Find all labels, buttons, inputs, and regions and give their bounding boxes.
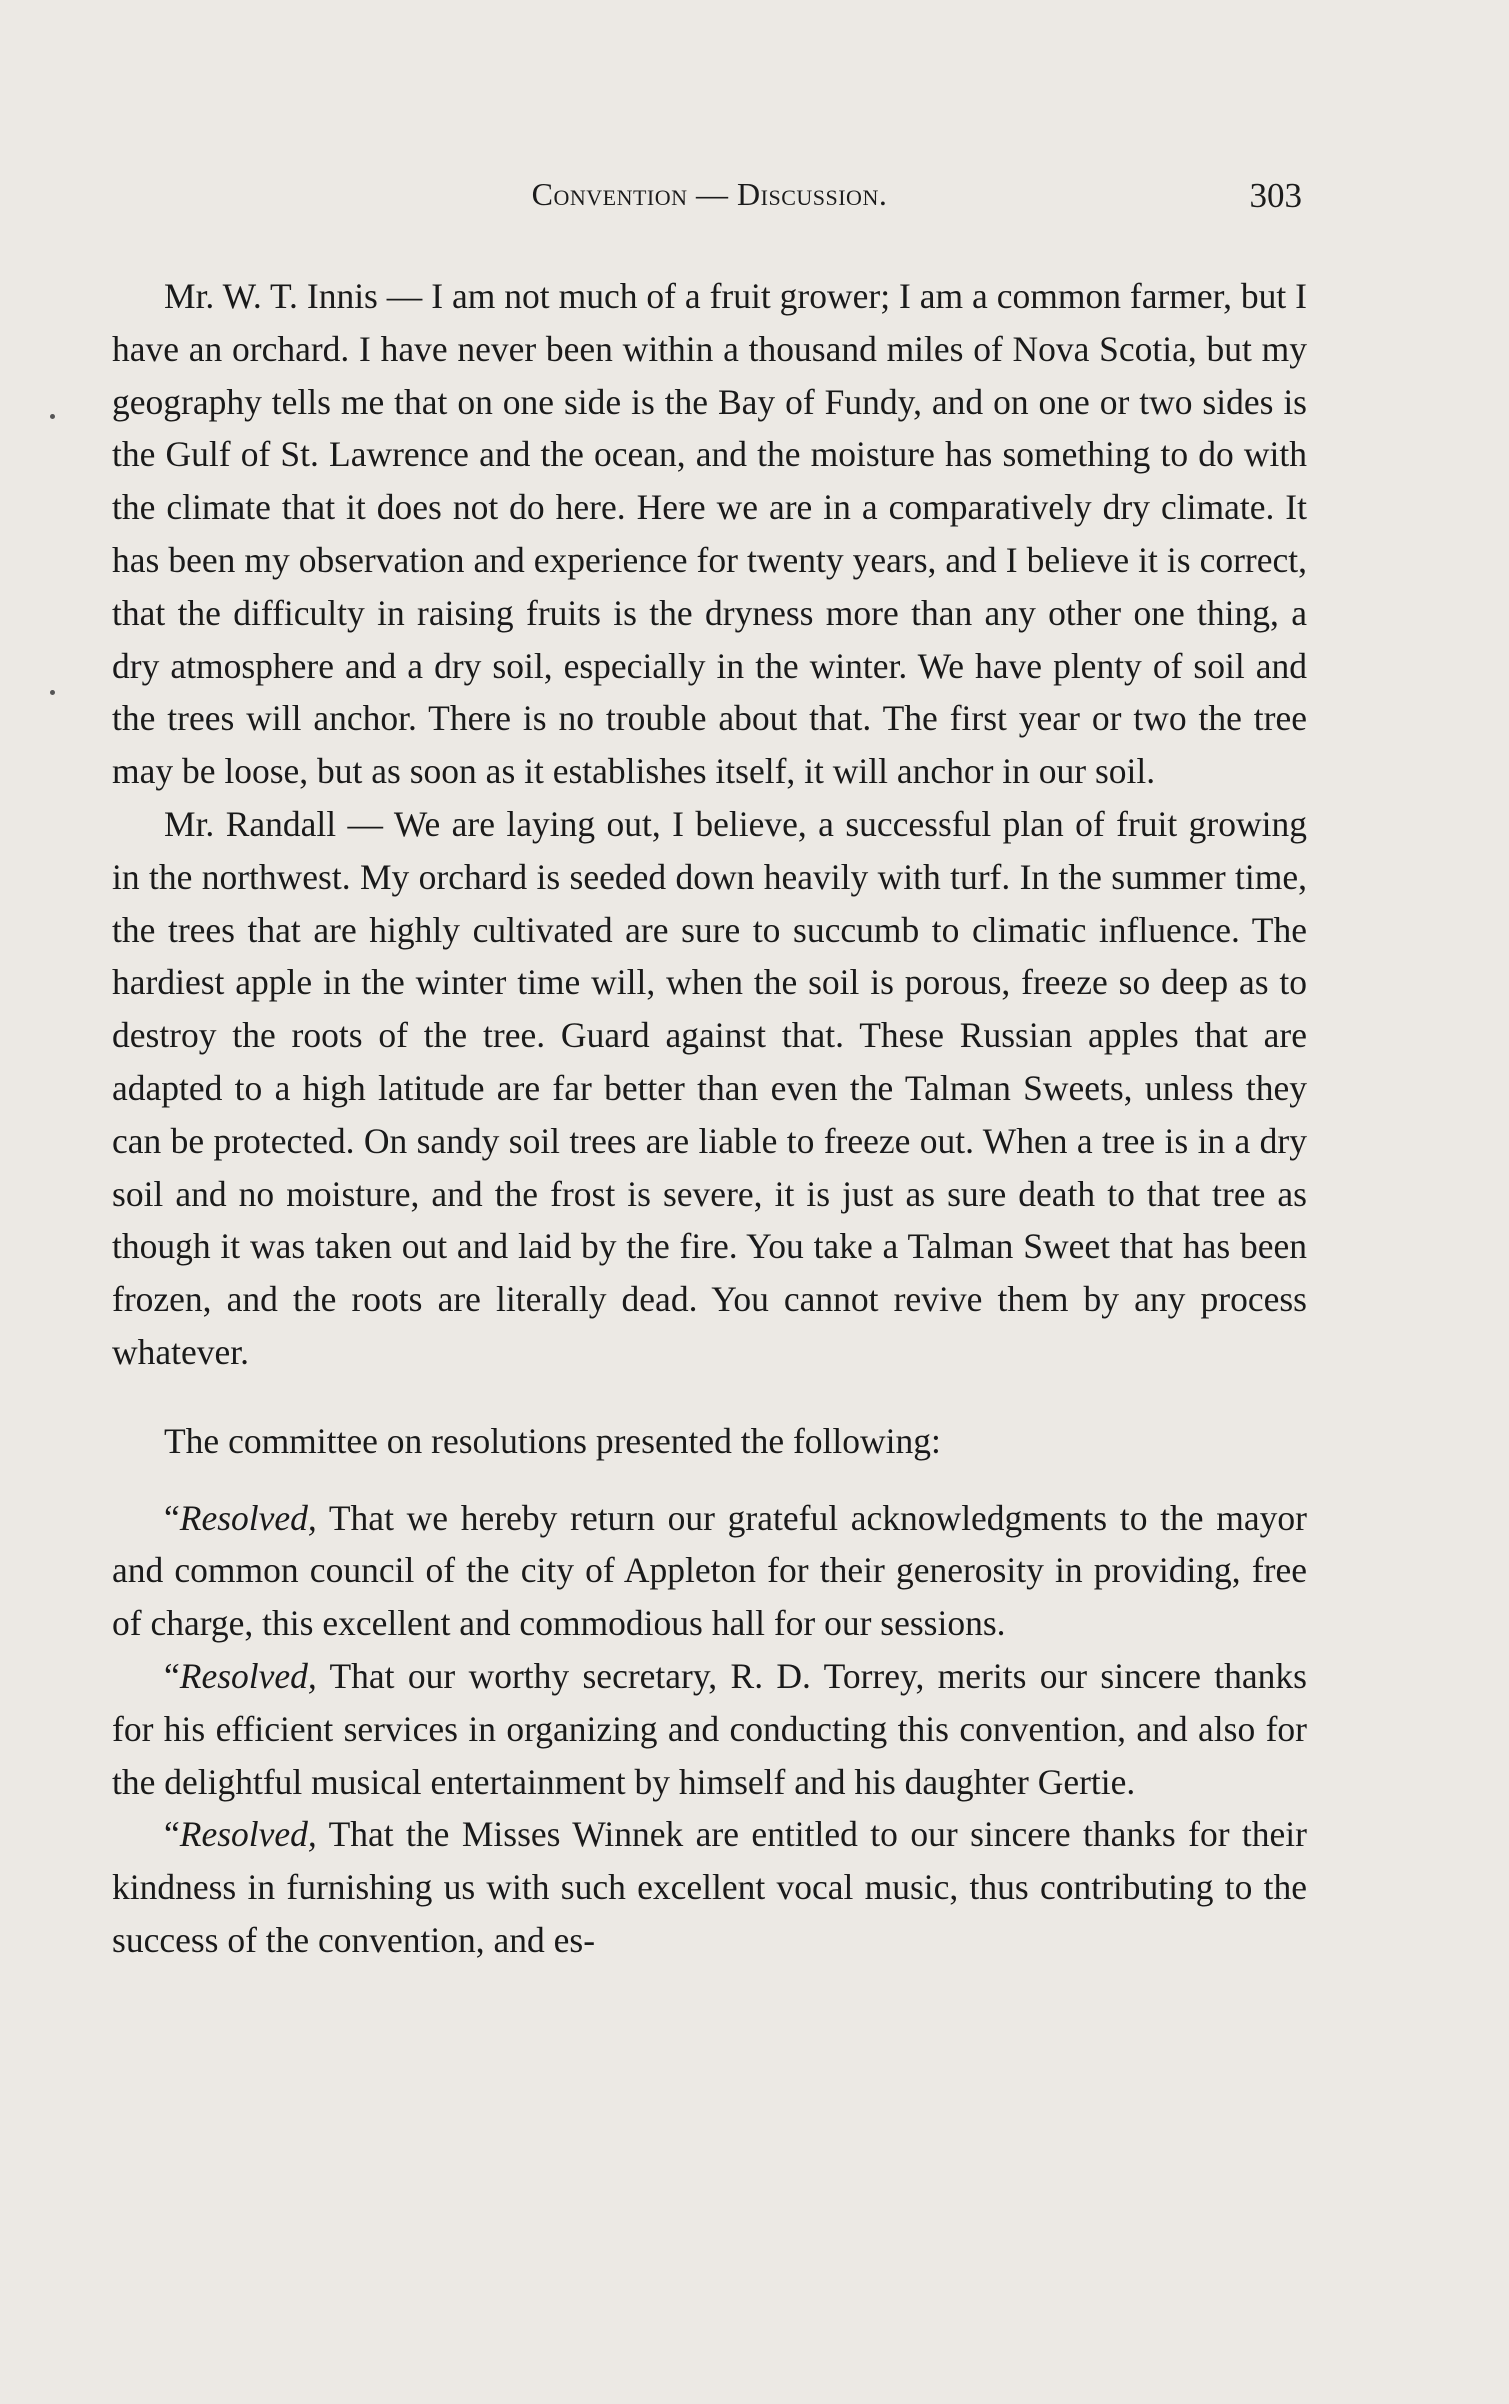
margin-speck	[50, 690, 55, 695]
committee-intro: The committee on resolutions presented the following:	[164, 1420, 941, 1461]
running-title: Convention — Discussion.	[531, 176, 888, 212]
open-quote: “	[164, 1814, 180, 1855]
page-number: 303	[1249, 176, 1302, 215]
resolution-text: That the Misses Winnek are entitled to our sincere thanks for their kindness in furnishing us with such excellent vocal music, thus contributing to the success of the convention, and es-	[112, 1814, 1307, 1960]
resolution-text: That we hereby return our grateful acknowledgments to the mayor and common council of the city of Appleton for their generosity in providing, free of charge, this excellent and commodious hall for our sessions.	[112, 1497, 1307, 1644]
page-header	[117, 176, 1302, 226]
paragraph-text: I am not much of a fruit grower; I am a common farmer, but I have an orchard. I have never been within a thousand miles of Nova Scotia, but my geography tells me that on one side is the Bay of Fundy, and on one or two sides is the Gulf of St. Lawrence and the ocean, and the moisture has something to do with the climate that it does not do here. Here we are in a comparatively dry climate. It has been my observation and experience for twenty years, and I believe it is correct, that the difficulty in raising fruits is the dryness more than any other one thing, a dry atmosphere and a dry soil, especially in the winter. We have plenty of soil and the trees will anchor. There is no trouble about that. The first year or two the tree may be loose, but as soon as it establishes itself, it will anchor in our soil.	[112, 276, 1308, 792]
resolution-label: Resolved,	[179, 1814, 317, 1855]
speaker-name: Mr. Randall	[164, 803, 337, 844]
resolution-3	[112, 1808, 1307, 1966]
resolution-2	[112, 1650, 1307, 1808]
paragraph-innis	[112, 270, 1307, 798]
open-quote: “	[164, 1655, 180, 1696]
margin-speck	[50, 414, 55, 419]
speaker-name: Mr. W. T. Innis	[164, 276, 378, 316]
resolution-label: Resolved,	[179, 1655, 317, 1696]
resolution-1	[112, 1492, 1307, 1650]
body-text	[112, 270, 1307, 1967]
speaker-dash: —	[377, 276, 432, 316]
open-quote: “	[164, 1497, 180, 1538]
paragraph-randall	[112, 798, 1307, 1379]
paragraph-text: We are laying out, I believe, a successful plan of fruit growing in the northwest. My orchard is seeded down heavily with turf. In the summer time, the trees that are highly cultivated are sure to succumb to climatic influence. The hardiest apple in the winter time will, when the soil is porous, freeze so deep as to destroy the roots of the tree. Guard against that. These Russian apples that are adapted to a high latitude are far better than even the Talman Sweets, unless they can be protected. On sandy soil trees are liable to freeze out. When a tree is in a dry soil and no moisture, and the frost is severe, it is just as sure death to that tree as though it was taken out and laid by the fire. You take a Talman Sweet that has been frozen, and the roots are literally dead. You cannot revive them by any process whatever.	[112, 803, 1307, 1372]
resolution-label: Resolved,	[179, 1497, 317, 1538]
resolution-text: That our worthy secretary, R. D. Torrey, merits our sincere thanks for his efficient services in organizing and conducting this convention, and also for the delightful musical entertainment by himself and his daughter Gertie.	[112, 1655, 1307, 1802]
speaker-dash: —	[336, 803, 394, 844]
